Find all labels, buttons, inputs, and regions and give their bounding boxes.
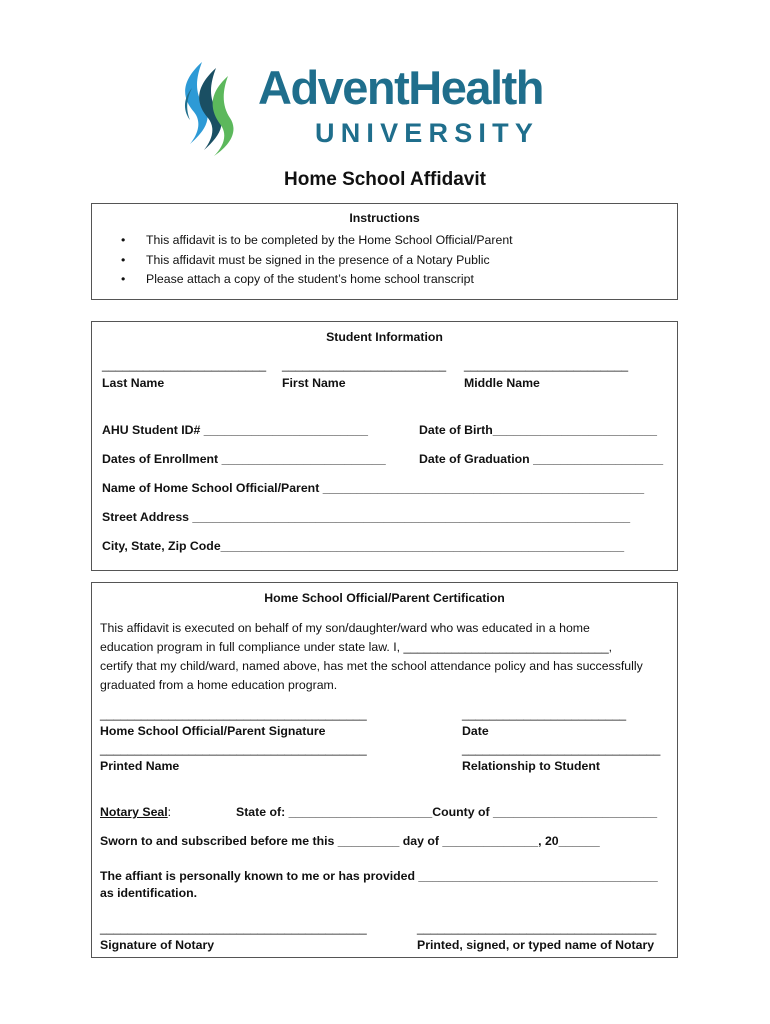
first-name-label: First Name (282, 376, 346, 390)
instruction-item: • This affidavit is to be completed by the Home School Official/Parent (121, 231, 513, 251)
notary-seal-text: Notary Seal (100, 805, 168, 819)
official-name-field[interactable]: Name of Home School Official/Parent _______________________________________________ (102, 481, 645, 495)
certification-heading: Home School Official/Parent Certification (264, 591, 505, 605)
date-of-birth-field[interactable]: Date of Birth________________________ (419, 423, 657, 437)
parent-signature-label: Home School Official/Parent Signature (100, 724, 326, 738)
logo-brand-subtitle: UNIVERSITY (315, 118, 540, 148)
certification-box (91, 582, 678, 958)
certification-line: This affidavit is executed on behalf of my son/daughter/ward who was educated in a home (100, 621, 590, 635)
state-county-field[interactable]: State of: _____________________County of ________________________ (236, 805, 658, 819)
notary-printed-name-label: Printed, signed, or typed name of Notary (417, 938, 655, 952)
adventhealth-university-logo (172, 60, 612, 160)
notary-printed-name-line[interactable]: ___________________________________ (417, 921, 657, 935)
parent-signature-line[interactable]: _______________________________________ (100, 707, 367, 721)
last-name-label: Last Name (102, 376, 165, 390)
certification-line: graduated from a home education program. (100, 678, 338, 692)
notary-signature-label: Signature of Notary (100, 938, 215, 952)
student-id-field[interactable]: AHU Student ID# ________________________ (102, 423, 368, 437)
certification-line[interactable]: education program in full compliance under state law. I, ______________________________, (100, 640, 613, 654)
student-information-box (91, 321, 678, 571)
notary-seal-colon: : (167, 805, 172, 819)
date-line[interactable]: ________________________ (462, 707, 627, 721)
affiant-identification: as identification. (100, 886, 198, 900)
certification-line: certify that my child/ward, named above, has met the school attendance policy and has successfully (100, 659, 643, 673)
dates-of-enrollment-field[interactable]: Dates of Enrollment ________________________ (102, 452, 386, 466)
notary-seal-label (100, 805, 171, 820)
first-name-field[interactable]: ________________________ (282, 358, 447, 372)
last-name-field[interactable]: ________________________ (102, 358, 267, 372)
date-of-graduation-field[interactable]: Date of Graduation ___________________ (419, 452, 664, 466)
date-label: Date (462, 724, 489, 738)
certification-paragraph (100, 619, 670, 695)
instruction-item: • This affidavit must be signed in the presence of a Notary Public (121, 251, 513, 271)
page-title: Home School Affidavit (284, 169, 486, 190)
middle-name-label: Middle Name (464, 376, 540, 390)
relationship-label: Relationship to Student (462, 759, 600, 773)
logo-swoosh-icon (172, 60, 252, 160)
student-info-heading: Student Information (326, 330, 443, 344)
affiant-field[interactable]: The affiant is personally known to me or has provided ___________________________________ (100, 869, 658, 883)
printed-name-label: Printed Name (100, 759, 180, 773)
city-state-zip-field[interactable]: City, State, Zip Code___________________________________________________________ (102, 539, 625, 553)
instructions-list (121, 231, 513, 290)
logo-brand-name: AdventHealth (258, 61, 543, 114)
middle-name-field[interactable]: ________________________ (464, 358, 629, 372)
sworn-field[interactable]: Sworn to and subscribed before me this _________ day of ______________, 20______ (100, 834, 600, 848)
street-address-field[interactable]: Street Address ________________________________________________________________ (102, 510, 631, 524)
instructions-heading: Instructions (349, 211, 420, 225)
printed-name-line[interactable]: _______________________________________ (100, 742, 367, 756)
instruction-item: • Please attach a copy of the student’s home school transcript (121, 270, 513, 290)
notary-signature-line[interactable]: _______________________________________ (100, 921, 367, 935)
relationship-line[interactable]: _____________________________ (462, 742, 661, 756)
instructions-box (91, 203, 678, 300)
